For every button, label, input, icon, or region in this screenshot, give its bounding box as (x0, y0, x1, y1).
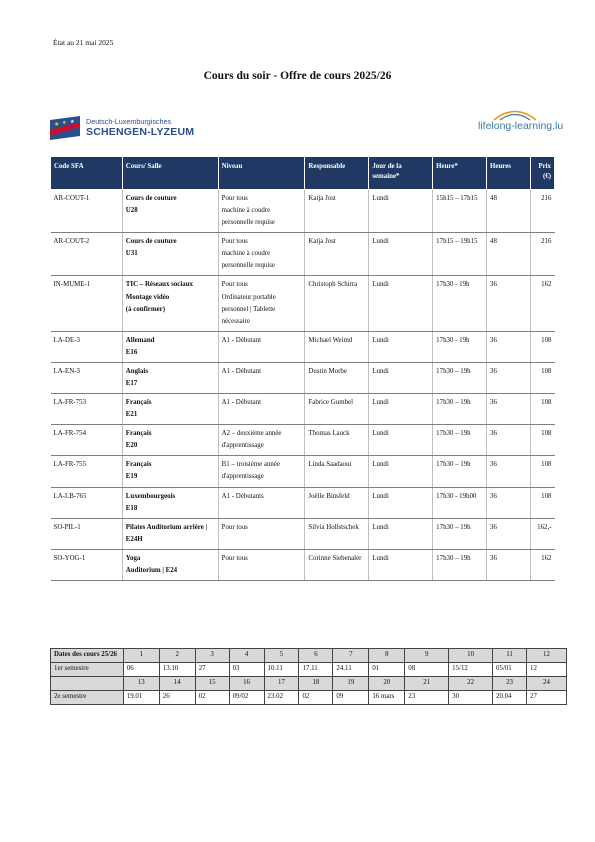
course-time: 17h30 – 19h (433, 518, 487, 549)
course-day: Lundi (369, 456, 433, 487)
course-name-line: (à confirmer) (125, 305, 166, 313)
course-level (218, 425, 305, 456)
page-title: Cours du soir - Offre de cours 2025/26 (203, 70, 392, 82)
date-number: 12 (527, 649, 567, 663)
course-level (218, 487, 305, 518)
date-cell: 15/12 (449, 662, 493, 676)
date-number: 15 (195, 676, 229, 690)
date-cell: 27 (527, 690, 567, 704)
course-code: AR-COUT-1 (51, 190, 123, 233)
course-hours: 36 (487, 394, 531, 425)
date-number: 18 (299, 676, 333, 690)
course-responsible: Dustin Morbe (305, 362, 369, 393)
document-date: État au 21 mai 2025 (53, 38, 114, 47)
course-hours: 36 (487, 549, 531, 580)
course-responsible: Corinne Siebenaler (305, 549, 369, 580)
course-responsible: Thomas Lauck (305, 425, 369, 456)
course-name-line: E19 (125, 473, 138, 481)
course-hours: 36 (487, 362, 531, 393)
course-name-line: Allemand (125, 336, 155, 344)
semester-label: 1er semestre (51, 662, 124, 676)
table-row (51, 456, 555, 487)
date-number: 9 (405, 649, 449, 663)
date-number: 16 (229, 676, 264, 690)
date-cell: 24.11 (333, 662, 369, 676)
course-code: AR-COUT-2 (51, 233, 123, 276)
course-level (218, 233, 305, 276)
date-number: 19 (333, 676, 369, 690)
date-cell: 19.01 (123, 690, 159, 704)
course-name (122, 456, 218, 487)
course-responsible: Fabrice Gumbel (305, 394, 369, 425)
date-number: 24 (527, 676, 567, 690)
course-code: SO-YOG-1 (51, 549, 123, 580)
date-cell: 12 (527, 662, 567, 676)
course-level-line: A2 – deuxième année d'apprentissage (221, 430, 282, 450)
course-time: 15h15 – 17h15 (433, 190, 487, 233)
course-level (218, 276, 305, 331)
course-hours: 36 (487, 456, 531, 487)
course-name-line: E24H (125, 535, 143, 543)
course-level-line: A1 - Débutant (221, 399, 262, 407)
col-header: Code SFA (51, 157, 123, 190)
course-price: 108 (530, 362, 554, 393)
course-time: 17h30 - 19h00 (433, 487, 487, 518)
date-cell: 02 (195, 690, 229, 704)
course-level (218, 549, 305, 580)
course-level-line: Pour tous (221, 238, 248, 246)
course-name-line: U28 (125, 207, 138, 215)
date-cell: 09/02 (229, 690, 264, 704)
date-cell: 03 (229, 662, 264, 676)
dates-numbers-row-1 (51, 649, 567, 663)
flag-icon (50, 116, 80, 140)
course-hours: 36 (487, 518, 531, 549)
course-code: SO-PIL-1 (51, 518, 123, 549)
date-cell: 05/01 (493, 662, 527, 676)
course-price: 108 (530, 425, 554, 456)
course-name-line: Anglais (125, 367, 149, 375)
svg-text:★: ★ (54, 122, 60, 128)
table-row (51, 276, 555, 331)
course-name-line: Auditorium | E24 (125, 566, 178, 574)
course-time: 17h30 – 19h (433, 456, 487, 487)
course-name (122, 487, 218, 518)
date-number: 7 (333, 649, 369, 663)
course-level (218, 331, 305, 362)
date-number: 11 (493, 649, 527, 663)
course-day: Lundi (369, 362, 433, 393)
course-name-line: Français (125, 430, 152, 438)
col-header: Prix (€) (530, 157, 554, 190)
logo-line1: Deutsch-Luxemburgisches (86, 117, 172, 126)
date-cell: 30 (449, 690, 493, 704)
course-time: 17h30 - 19h (433, 331, 487, 362)
course-level (218, 190, 305, 233)
date-cell: 10.11 (264, 662, 299, 676)
course-level (218, 394, 305, 425)
course-hours: 48 (487, 190, 531, 233)
course-price: 162 (530, 549, 554, 580)
date-cell: 06 (123, 662, 159, 676)
date-cell: 13.10 (159, 662, 195, 676)
course-time: 17h15 – 19h15 (433, 233, 487, 276)
course-day: Lundi (369, 331, 433, 362)
course-name (122, 549, 218, 580)
svg-text:★: ★ (62, 121, 67, 126)
date-cell: 20.04 (493, 690, 527, 704)
course-hours: 36 (487, 331, 531, 362)
course-code: LA-LB-765 (51, 487, 123, 518)
course-day: Lundi (369, 276, 433, 331)
course-name (122, 276, 218, 331)
course-code: LA-EN-3 (51, 362, 123, 393)
course-code: LA-DE-3 (51, 331, 123, 362)
date-number: 17 (264, 676, 299, 690)
semester1-row (51, 662, 567, 676)
date-cell: 17.11 (299, 662, 333, 676)
course-hours: 36 (487, 487, 531, 518)
course-name-line: Cours de couture (125, 195, 177, 202)
course-name-line: E17 (125, 380, 138, 388)
course-responsible: Katja Jost (305, 233, 369, 276)
col-header: Niveau (218, 157, 305, 190)
course-name (122, 233, 218, 276)
course-level-line: Pour tous (221, 281, 248, 289)
table-row (51, 331, 555, 362)
dates-table (50, 648, 567, 705)
date-number: 10 (449, 649, 493, 663)
date-number: 5 (264, 649, 299, 663)
course-level-line: Pour tous (221, 195, 248, 202)
course-name (122, 518, 218, 549)
course-name-line: U31 (125, 250, 138, 258)
date-number: 22 (449, 676, 493, 690)
date-cell: 26 (159, 690, 195, 704)
table-header-row (51, 157, 555, 190)
date-cell: 23.02 (264, 690, 299, 704)
table-row (51, 518, 555, 549)
course-time: 17h30 – 19h (433, 362, 487, 393)
course-level-line: A1 - Débutants (221, 492, 264, 500)
course-day: Lundi (369, 233, 433, 276)
course-name-line: E18 (125, 504, 138, 512)
semester-label: 2e semestre (51, 690, 124, 704)
course-level-line: machine à coudre personnelle requise (221, 207, 275, 227)
table-row (51, 487, 555, 518)
date-cell: 08 (405, 662, 449, 676)
course-name (122, 331, 218, 362)
course-responsible: Michael Weimd (305, 331, 369, 362)
svg-text:★: ★ (70, 120, 75, 125)
date-number: 21 (405, 676, 449, 690)
date-number: 2 (159, 649, 195, 663)
course-level-line: Pour tous (221, 554, 248, 562)
course-responsible: Silvia Hollstschek (305, 518, 369, 549)
date-cell: 01 (369, 662, 405, 676)
date-cell: 16 mars (369, 690, 405, 704)
course-level-line: A1 - Débutant (221, 336, 262, 344)
col-header: Heures (487, 157, 531, 190)
col-header: Jour de la semaine* (369, 157, 433, 190)
course-level-line: A1 - Débutant (221, 367, 262, 375)
courses-table (50, 156, 555, 581)
course-level (218, 362, 305, 393)
date-number: 23 (493, 676, 527, 690)
course-time: 17h30 – 19h (433, 549, 487, 580)
course-day: Lundi (369, 190, 433, 233)
col-header: Cours/ Salle (122, 157, 218, 190)
course-price: 108 (530, 487, 554, 518)
course-level-line: Pour tous (221, 523, 248, 531)
course-name-line: E16 (125, 348, 138, 356)
course-responsible: Joëlle Binsfeld (305, 487, 369, 518)
course-name-line: Cours de couture (125, 238, 177, 246)
course-name (122, 425, 218, 456)
course-code: LA-FR-754 (51, 425, 123, 456)
course-code: LA-FR-755 (51, 456, 123, 487)
course-price: 162,- (530, 518, 554, 549)
schengen-lyzeum-logo (50, 114, 200, 144)
course-price: 216 (530, 190, 554, 233)
course-name-line: TIC – Réseaux sociaux Montage vidéo (125, 281, 193, 301)
course-name-line: Français (125, 399, 152, 407)
course-responsible: Katja Jost (305, 190, 369, 233)
course-level (218, 456, 305, 487)
date-cell: 27 (195, 662, 229, 676)
course-name-line: E20 (125, 442, 138, 450)
course-name (122, 362, 218, 393)
col-header: Responsable (305, 157, 369, 190)
course-name (122, 190, 218, 233)
course-name-line: Français (125, 461, 152, 469)
course-time: 17h30 – 19h (433, 394, 487, 425)
date-number: 14 (159, 676, 195, 690)
course-day: Lundi (369, 518, 433, 549)
table-row (51, 190, 555, 233)
course-code: LA-FR-753 (51, 394, 123, 425)
date-number: 4 (229, 649, 264, 663)
table-row (51, 394, 555, 425)
course-name-line: Pilates Auditorium arrière | (125, 523, 207, 531)
course-day: Lundi (369, 549, 433, 580)
course-code: IN-MUME-1 (51, 276, 123, 331)
date-number: 13 (123, 676, 159, 690)
course-time: 17h30 - 19h (433, 276, 487, 331)
table-row (51, 425, 555, 456)
course-price: 162 (530, 276, 554, 331)
course-name (122, 394, 218, 425)
table-row (51, 233, 555, 276)
date-number: 1 (123, 649, 159, 663)
course-time: 17h30 – 19h (433, 425, 487, 456)
date-cell: 02 (299, 690, 333, 704)
course-responsible: Christoph Schirra (305, 276, 369, 331)
table-row (51, 549, 555, 580)
dates-header-label: Dates des cours 25/26 (51, 649, 124, 663)
date-number: 20 (369, 676, 405, 690)
course-level-line: machine à coudre personnelle requise (221, 250, 275, 270)
course-price: 108 (530, 456, 554, 487)
course-name-line: Luxembourgeois (125, 492, 176, 500)
course-price: 108 (530, 331, 554, 362)
course-hours: 36 (487, 276, 531, 331)
logo-line2: SCHENGEN-LYZEUM (86, 126, 195, 138)
date-number: 8 (369, 649, 405, 663)
semester2-row (51, 690, 567, 704)
lifelong-arc-icon (492, 107, 538, 121)
date-cell: 09 (333, 690, 369, 704)
blank-cell (51, 676, 124, 690)
course-hours: 48 (487, 233, 531, 276)
table-row (51, 362, 555, 393)
course-name-line: E21 (125, 411, 138, 419)
course-day: Lundi (369, 394, 433, 425)
course-day: Lundi (369, 487, 433, 518)
date-cell: 23 (405, 690, 449, 704)
dates-numbers-row-2 (51, 676, 567, 690)
lifelong-learning-logo: lifelong-learning.lu (478, 120, 564, 132)
course-responsible: Linda Saadaoui (305, 456, 369, 487)
course-level-line: B1 – troisième année d'apprentissage (221, 461, 280, 481)
course-name-line: Yoga (125, 554, 141, 562)
course-day: Lundi (369, 425, 433, 456)
date-number: 3 (195, 649, 229, 663)
course-price: 216 (530, 233, 554, 276)
course-level-line: Ordinateur portable personnel | Tablette nécessaire (221, 293, 276, 325)
course-hours: 36 (487, 425, 531, 456)
date-number: 6 (299, 649, 333, 663)
col-header: Heure* (433, 157, 487, 190)
course-price: 108 (530, 394, 554, 425)
course-level (218, 518, 305, 549)
